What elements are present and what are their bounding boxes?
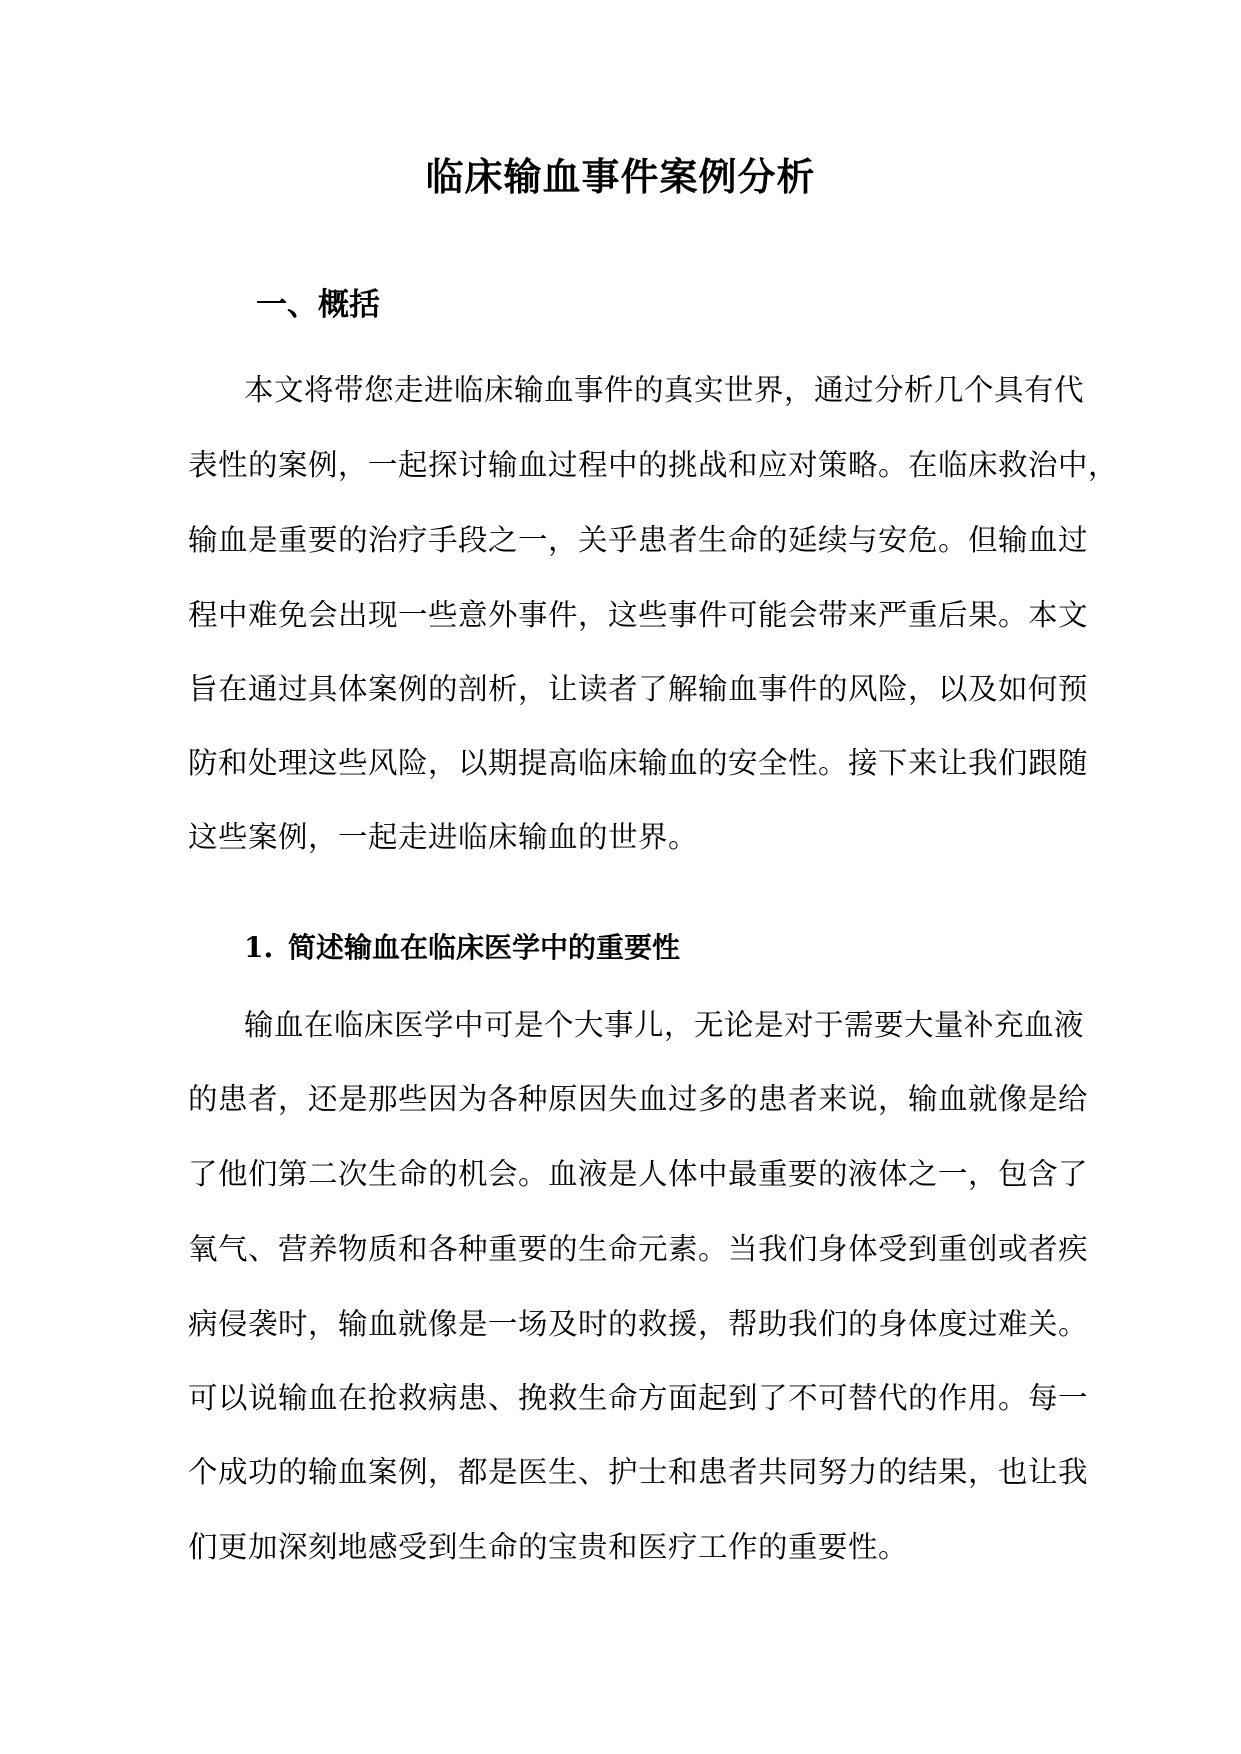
paragraph-line: 旨在通过具体案例的剖析，让读者了解输血事件的风险，以及如何预	[188, 672, 1089, 706]
paragraph-line: 程中难免会出现一些意外事件，这些事件可能会带来严重后果。本文	[188, 598, 1089, 632]
document-title: 临床输血事件案例分析	[425, 154, 816, 199]
paragraph-line: 输血在临床医学中可是个大事儿，无论是对于需要大量补充血液	[244, 1008, 1085, 1042]
paragraph-line: 病侵袭时，输血就像是一场及时的救援，帮助我们的身体度过难关。	[188, 1307, 1089, 1341]
paragraph-line: 可以说输血在抢救病患、挽救生命方面起到了不可替代的作用。每一	[188, 1381, 1089, 1415]
paragraph-line: 个成功的输血案例，都是医生、护士和患者共同努力的结果，也让我	[188, 1455, 1089, 1489]
paragraph-line: 的患者，还是那些因为各种原因失血过多的患者来说，输血就像是给	[188, 1082, 1089, 1116]
subsection-title: 简述输血在临床医学中的重要性	[288, 931, 681, 964]
paragraph-line: 这些案例，一起走进临床输血的世界。	[188, 820, 699, 854]
paragraph-line: 输血是重要的治疗手段之一，关乎患者生命的延续与安危。但输血过	[188, 523, 1089, 557]
subsection-number: 1.	[244, 931, 274, 964]
section-heading-overview: 一、概括	[256, 287, 380, 323]
paragraph-line: 本文将带您走进临床输血事件的真实世界，通过分析几个具有代	[244, 373, 1085, 407]
paragraph-line: 表性的案例，一起探讨输血过程中的挑战和应对策略。在临床救治中，	[188, 448, 1119, 482]
paragraph-line: 氧气、营养物质和各种重要的生命元素。当我们身体受到重创或者疾	[188, 1232, 1089, 1266]
paragraph-line: 们更加深刻地感受到生命的宝贵和医疗工作的重要性。	[188, 1530, 909, 1564]
subsection-heading	[244, 928, 680, 968]
paragraph-line: 防和处理这些风险，以期提高临床输血的安全性。接下来让我们跟随	[188, 746, 1089, 780]
paragraph-line: 了他们第二次生命的机会。血液是人体中最重要的液体之一，包含了	[188, 1157, 1089, 1191]
